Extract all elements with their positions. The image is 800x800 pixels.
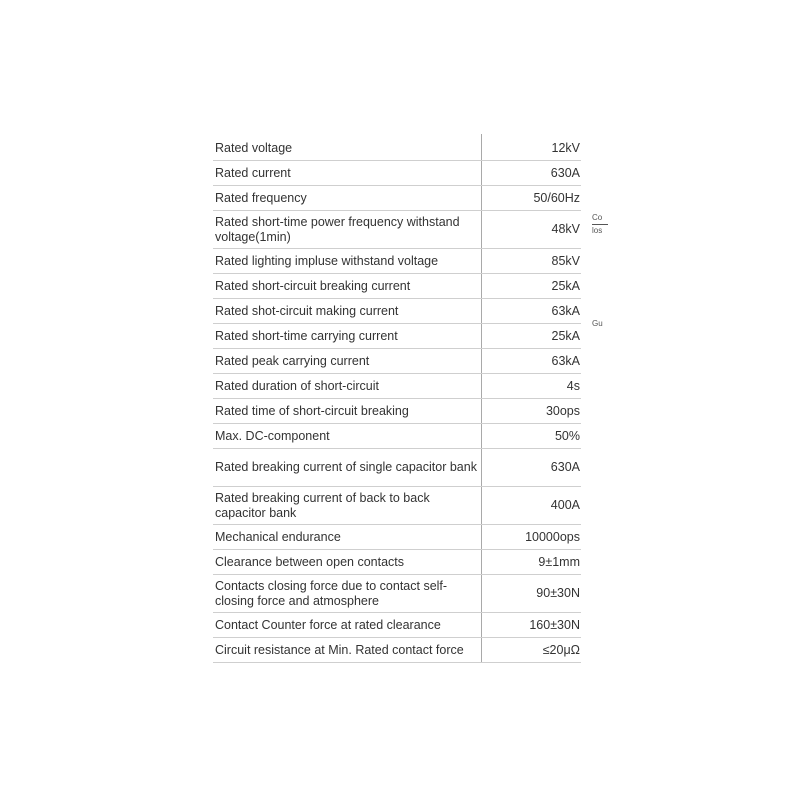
parameter-cell: Contacts closing force due to contact self-closing force and atmosphere xyxy=(213,575,482,613)
value-cell: 630A xyxy=(482,161,582,186)
side-fragment-line-3: Gu xyxy=(592,319,603,328)
spec-table-body xyxy=(213,134,581,663)
value-cell: 50/60Hz xyxy=(482,186,582,211)
table-row xyxy=(213,424,581,449)
parameter-cell: Rated short-circuit breaking current xyxy=(213,274,482,299)
parameter-cell: Rated breaking current of back to back capacitor bank xyxy=(213,487,482,525)
value-cell: 12kV xyxy=(482,134,582,161)
side-fragment-line-2: los xyxy=(592,226,603,235)
value-cell: 630A xyxy=(482,449,582,487)
table-row xyxy=(213,575,581,613)
side-text-fragment-middle xyxy=(592,318,608,330)
table-row xyxy=(213,161,581,186)
parameter-cell: Mechanical endurance xyxy=(213,525,482,550)
parameter-cell: Rated voltage xyxy=(213,134,482,161)
parameter-cell: Rated frequency xyxy=(213,186,482,211)
value-cell: 25kA xyxy=(482,324,582,349)
value-cell: 400A xyxy=(482,487,582,525)
value-cell: 10000ops xyxy=(482,525,582,550)
parameter-cell: Rated peak carrying current xyxy=(213,349,482,374)
parameter-cell: Clearance between open contacts xyxy=(213,550,482,575)
table-row xyxy=(213,613,581,638)
parameter-cell: Rated shot-circuit making current xyxy=(213,299,482,324)
value-cell: ≤20μΩ xyxy=(482,638,582,663)
parameter-cell: Circuit resistance at Min. Rated contact force xyxy=(213,638,482,663)
table-row xyxy=(213,638,581,663)
table-row xyxy=(213,134,581,161)
value-cell: 30ops xyxy=(482,399,582,424)
parameter-cell: Rated short-time carrying current xyxy=(213,324,482,349)
parameter-cell: Rated breaking current of single capacitor bank xyxy=(213,449,482,487)
parameter-cell: Contact Counter force at rated clearance xyxy=(213,613,482,638)
parameter-cell: Rated lighting impluse withstand voltage xyxy=(213,249,482,274)
parameter-cell: Max. DC-component xyxy=(213,424,482,449)
parameter-cell: Rated duration of short-circuit xyxy=(213,374,482,399)
table-row xyxy=(213,274,581,299)
parameter-cell: Rated time of short-circuit breaking xyxy=(213,399,482,424)
table-row xyxy=(213,487,581,525)
table-row xyxy=(213,525,581,550)
value-cell: 63kA xyxy=(482,299,582,324)
table-row xyxy=(213,249,581,274)
value-cell: 90±30N xyxy=(482,575,582,613)
table-row xyxy=(213,299,581,324)
table-row xyxy=(213,550,581,575)
value-cell: 4s xyxy=(482,374,582,399)
value-cell: 25kA xyxy=(482,274,582,299)
parameter-cell: Rated short-time power frequency withstand voltage(1min) xyxy=(213,211,482,249)
table-row xyxy=(213,399,581,424)
table-row xyxy=(213,186,581,211)
value-cell: 48kV xyxy=(482,211,582,249)
side-text-fragment-top xyxy=(592,212,608,237)
table-row xyxy=(213,349,581,374)
value-cell: 160±30N xyxy=(482,613,582,638)
value-cell: 63kA xyxy=(482,349,582,374)
spec-table xyxy=(213,134,581,663)
parameter-cell: Rated current xyxy=(213,161,482,186)
value-cell: 9±1mm xyxy=(482,550,582,575)
table-row xyxy=(213,449,581,487)
table-row xyxy=(213,374,581,399)
table-row xyxy=(213,211,581,249)
value-cell: 85kV xyxy=(482,249,582,274)
value-cell: 50% xyxy=(482,424,582,449)
side-fragment-line-1: Co xyxy=(592,212,608,225)
table-row xyxy=(213,324,581,349)
